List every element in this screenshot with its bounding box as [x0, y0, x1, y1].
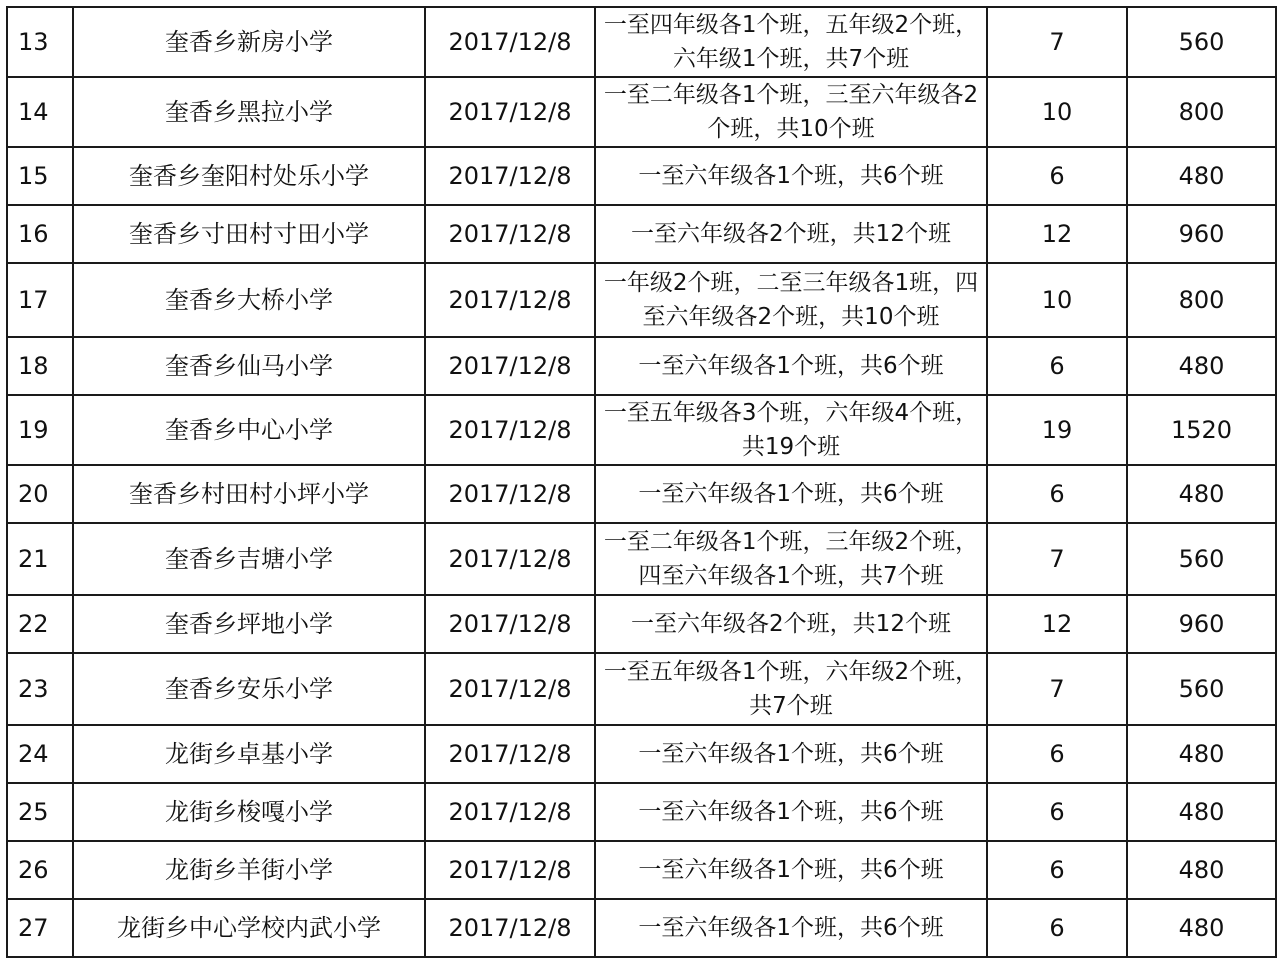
date-cell: 2017/12/8	[425, 337, 595, 395]
row-number-cell: 26	[7, 841, 73, 899]
class-arrangement-cell	[595, 899, 987, 957]
class-arrangement-line: 一至六年级各2个班，共12个班	[631, 611, 951, 637]
student-count-cell: 560	[1127, 7, 1276, 77]
table-row	[7, 337, 1276, 395]
date-cell: 2017/12/8	[425, 205, 595, 263]
class-count-cell: 6	[987, 899, 1127, 957]
school-name-cell: 龙街乡梭嘎小学	[73, 783, 425, 841]
row-number-cell: 25	[7, 783, 73, 841]
row-number-cell: 14	[7, 77, 73, 147]
school-name-cell: 奎香乡黑拉小学	[73, 77, 425, 147]
table-row	[7, 465, 1276, 523]
table-row	[7, 263, 1276, 337]
date-cell: 2017/12/8	[425, 395, 595, 465]
class-arrangement-line: 一至六年级各1个班，共6个班	[638, 481, 944, 507]
table-row	[7, 725, 1276, 783]
class-count-cell: 7	[987, 523, 1127, 595]
class-arrangement-line: 一至二年级各1个班，三年级2个班，	[603, 529, 979, 555]
class-arrangement-cell	[595, 205, 987, 263]
class-arrangement-cell	[595, 653, 987, 725]
student-count-cell: 560	[1127, 523, 1276, 595]
class-arrangement-cell	[595, 7, 987, 77]
row-number-cell: 23	[7, 653, 73, 725]
class-arrangement-line: 一至六年级各2个班，共12个班	[631, 221, 951, 247]
class-count-cell: 10	[987, 77, 1127, 147]
date-cell: 2017/12/8	[425, 595, 595, 653]
class-arrangement-line: 一至五年级各1个班，六年级2个班，	[603, 659, 979, 685]
date-cell: 2017/12/8	[425, 653, 595, 725]
class-count-cell: 6	[987, 725, 1127, 783]
class-arrangement-line: 一年级2个班，二至三年级各1班，四	[603, 270, 979, 296]
class-count-cell: 6	[987, 337, 1127, 395]
row-number-cell: 15	[7, 147, 73, 205]
student-count-cell: 480	[1127, 337, 1276, 395]
school-name-cell: 龙街乡中心学校内武小学	[73, 899, 425, 957]
table-row	[7, 147, 1276, 205]
class-arrangement-line: 至六年级各2个班，共10个班	[642, 304, 940, 330]
row-number-cell: 16	[7, 205, 73, 263]
row-number-cell: 20	[7, 465, 73, 523]
class-arrangement-line: 一至二年级各1个班，三至六年级各2	[603, 82, 979, 108]
class-count-cell: 19	[987, 395, 1127, 465]
student-count-cell: 560	[1127, 653, 1276, 725]
class-count-cell: 7	[987, 653, 1127, 725]
class-arrangement-line: 六年级1个班，共7个班	[672, 46, 910, 72]
date-cell: 2017/12/8	[425, 263, 595, 337]
table-row	[7, 523, 1276, 595]
student-count-cell: 960	[1127, 205, 1276, 263]
class-arrangement-cell	[595, 147, 987, 205]
class-count-cell: 6	[987, 783, 1127, 841]
school-name-cell: 奎香乡仙马小学	[73, 337, 425, 395]
class-arrangement-cell	[595, 395, 987, 465]
class-arrangement-cell	[595, 725, 987, 783]
class-arrangement-line: 共19个班	[741, 434, 841, 460]
date-cell: 2017/12/8	[425, 147, 595, 205]
date-cell: 2017/12/8	[425, 899, 595, 957]
class-count-cell: 10	[987, 263, 1127, 337]
student-count-cell: 480	[1127, 147, 1276, 205]
class-arrangement-line: 一至六年级各1个班，共6个班	[638, 163, 944, 189]
class-arrangement-line: 一至六年级各1个班，共6个班	[638, 857, 944, 883]
class-arrangement-line: 一至五年级各3个班，六年级4个班，	[603, 400, 979, 426]
school-name-cell: 奎香乡村田村小坪小学	[73, 465, 425, 523]
date-cell: 2017/12/8	[425, 7, 595, 77]
table-row	[7, 595, 1276, 653]
class-arrangement-line: 一至四年级各1个班，五年级2个班，	[603, 12, 979, 38]
class-arrangement-line: 四至六年级各1个班，共7个班	[638, 563, 944, 589]
school-name-cell: 奎香乡寸田村寸田小学	[73, 205, 425, 263]
class-arrangement-cell	[595, 523, 987, 595]
class-arrangement-cell	[595, 263, 987, 337]
school-name-cell: 奎香乡安乐小学	[73, 653, 425, 725]
date-cell: 2017/12/8	[425, 465, 595, 523]
class-count-cell: 12	[987, 595, 1127, 653]
class-count-cell: 6	[987, 841, 1127, 899]
row-number-cell: 17	[7, 263, 73, 337]
class-arrangement-cell	[595, 841, 987, 899]
table-row	[7, 653, 1276, 725]
row-number-cell: 19	[7, 395, 73, 465]
row-number-cell: 13	[7, 7, 73, 77]
student-count-cell: 800	[1127, 263, 1276, 337]
date-cell: 2017/12/8	[425, 783, 595, 841]
date-cell: 2017/12/8	[425, 725, 595, 783]
row-number-cell: 27	[7, 899, 73, 957]
school-name-cell: 龙街乡羊街小学	[73, 841, 425, 899]
class-count-cell: 6	[987, 465, 1127, 523]
table-row	[7, 899, 1276, 957]
school-class-table	[6, 6, 1277, 958]
class-arrangement-line: 一至六年级各1个班，共6个班	[638, 915, 944, 941]
class-arrangement-cell	[595, 77, 987, 147]
class-count-cell: 7	[987, 7, 1127, 77]
student-count-cell: 1520	[1127, 395, 1276, 465]
class-arrangement-cell	[595, 465, 987, 523]
table-row	[7, 7, 1276, 77]
date-cell: 2017/12/8	[425, 77, 595, 147]
school-name-cell: 奎香乡中心小学	[73, 395, 425, 465]
table-row	[7, 395, 1276, 465]
class-count-cell: 12	[987, 205, 1127, 263]
table-row	[7, 77, 1276, 147]
student-count-cell: 480	[1127, 465, 1276, 523]
student-count-cell: 480	[1127, 783, 1276, 841]
school-name-cell: 奎香乡吉塘小学	[73, 523, 425, 595]
table-row	[7, 205, 1276, 263]
class-arrangement-cell	[595, 337, 987, 395]
class-arrangement-line: 一至六年级各1个班，共6个班	[638, 799, 944, 825]
student-count-cell: 480	[1127, 899, 1276, 957]
row-number-cell: 24	[7, 725, 73, 783]
student-count-cell: 960	[1127, 595, 1276, 653]
class-count-cell: 6	[987, 147, 1127, 205]
student-count-cell: 480	[1127, 725, 1276, 783]
school-name-cell: 奎香乡大桥小学	[73, 263, 425, 337]
school-name-cell: 奎香乡坪地小学	[73, 595, 425, 653]
table-row	[7, 783, 1276, 841]
class-arrangement-cell	[595, 595, 987, 653]
date-cell: 2017/12/8	[425, 523, 595, 595]
class-arrangement-cell	[595, 783, 987, 841]
row-number-cell: 21	[7, 523, 73, 595]
school-name-cell: 龙街乡卓基小学	[73, 725, 425, 783]
class-arrangement-line: 个班，共10个班	[707, 116, 875, 142]
school-name-cell: 奎香乡奎阳村处乐小学	[73, 147, 425, 205]
class-arrangement-line: 一至六年级各1个班，共6个班	[638, 741, 944, 767]
class-arrangement-line: 一至六年级各1个班，共6个班	[638, 353, 944, 379]
row-number-cell: 22	[7, 595, 73, 653]
school-name-cell: 奎香乡新房小学	[73, 7, 425, 77]
date-cell: 2017/12/8	[425, 841, 595, 899]
student-count-cell: 800	[1127, 77, 1276, 147]
row-number-cell: 18	[7, 337, 73, 395]
student-count-cell: 480	[1127, 841, 1276, 899]
class-arrangement-line: 共7个班	[749, 693, 833, 719]
table-row	[7, 841, 1276, 899]
